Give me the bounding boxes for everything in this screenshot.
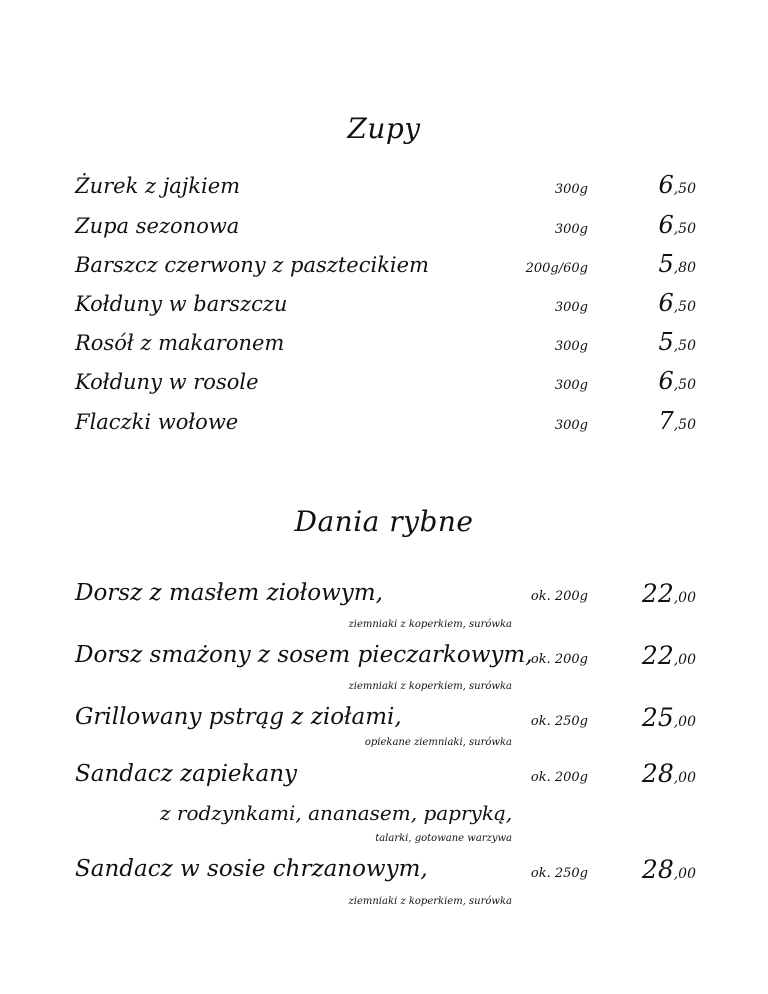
fish-name: Sandacz zapiekany [75, 761, 298, 787]
soup-name: Flaczki wołowe [75, 410, 239, 434]
fish-side: ziemniaki z koperkiem, surówka [348, 896, 512, 907]
soup-price [658, 211, 696, 239]
price-main: 5 [658, 328, 674, 356]
fish-price [642, 855, 696, 884]
fish-weight: ok. 200g [530, 770, 588, 785]
fish-name: Grillowany pstrąg z ziołami, [75, 704, 402, 730]
fish-weight: ok. 200g [530, 652, 588, 667]
price-main: 7 [658, 407, 674, 435]
price-cents: ,00 [673, 866, 696, 882]
soup-name: Kołduny w rosole [75, 370, 259, 394]
fish-price [642, 703, 696, 732]
price-cents: ,50 [673, 181, 696, 197]
soup-price [658, 407, 696, 435]
price-cents: ,00 [673, 590, 696, 606]
price-cents: ,00 [673, 652, 696, 668]
fish-side: talarki, gotowane warzywa [375, 833, 512, 844]
price-cents: ,50 [673, 299, 696, 315]
soup-name: Kołduny w barszczu [75, 292, 288, 316]
soup-name: Zupa sezonowa [75, 214, 240, 238]
fish-side: ziemniaki z koperkiem, surówka [348, 619, 512, 630]
price-main: 5 [658, 250, 674, 278]
price-cents: ,50 [673, 338, 696, 354]
soup-price [658, 171, 696, 199]
fish-price [642, 579, 696, 608]
soup-weight: 300g [554, 418, 588, 433]
price-main: 25 [641, 703, 674, 732]
price-main: 6 [658, 171, 674, 199]
fish-name: Dorsz z masłem ziołowym, [75, 580, 383, 606]
price-cents: ,50 [673, 377, 696, 393]
price-main: 22 [641, 579, 674, 608]
fish-name: Sandacz w sosie chrzanowym, [75, 856, 428, 882]
soup-weight: 300g [554, 182, 588, 197]
fish-weight: ok. 250g [530, 866, 588, 881]
price-cents: ,50 [673, 221, 696, 237]
fish-weight: ok. 200g [530, 589, 588, 604]
section-title-fish: Dania rybne [294, 505, 474, 538]
soup-name: Barszcz czerwony z pasztecikiem [75, 253, 429, 277]
fish-price [642, 641, 696, 670]
price-main: 28 [641, 855, 674, 884]
soup-name: Żurek z jajkiem [75, 174, 241, 198]
price-cents: ,00 [673, 770, 696, 786]
price-cents: ,80 [673, 260, 696, 276]
fish-price [642, 759, 696, 788]
price-main: 6 [658, 211, 674, 239]
fish-sub-line: z rodzynkami, ananasem, papryką, [160, 801, 513, 825]
soup-weight: 300g [554, 300, 588, 315]
soup-weight: 200g/60g [525, 261, 588, 276]
fish-side: opiekane ziemniaki, surówka [364, 737, 512, 748]
price-cents: ,50 [673, 417, 696, 433]
soup-price [658, 250, 696, 278]
soup-weight: 300g [554, 378, 588, 393]
price-main: 6 [658, 367, 674, 395]
soup-weight: 300g [554, 222, 588, 237]
soup-price [658, 328, 696, 356]
soup-weight: 300g [554, 339, 588, 354]
soup-name: Rosół z makaronem [75, 331, 285, 355]
price-main: 22 [641, 641, 674, 670]
price-main: 6 [658, 289, 674, 317]
fish-side: ziemniaki z koperkiem, surówka [348, 681, 512, 692]
price-cents: ,00 [673, 714, 696, 730]
soup-price [658, 367, 696, 395]
price-main: 28 [641, 759, 674, 788]
fish-weight: ok. 250g [530, 714, 588, 729]
fish-name: Dorsz smażony z sosem pieczarkowym, [75, 642, 533, 668]
section-title-soups: Zupy [347, 112, 421, 145]
soup-price [658, 289, 696, 317]
